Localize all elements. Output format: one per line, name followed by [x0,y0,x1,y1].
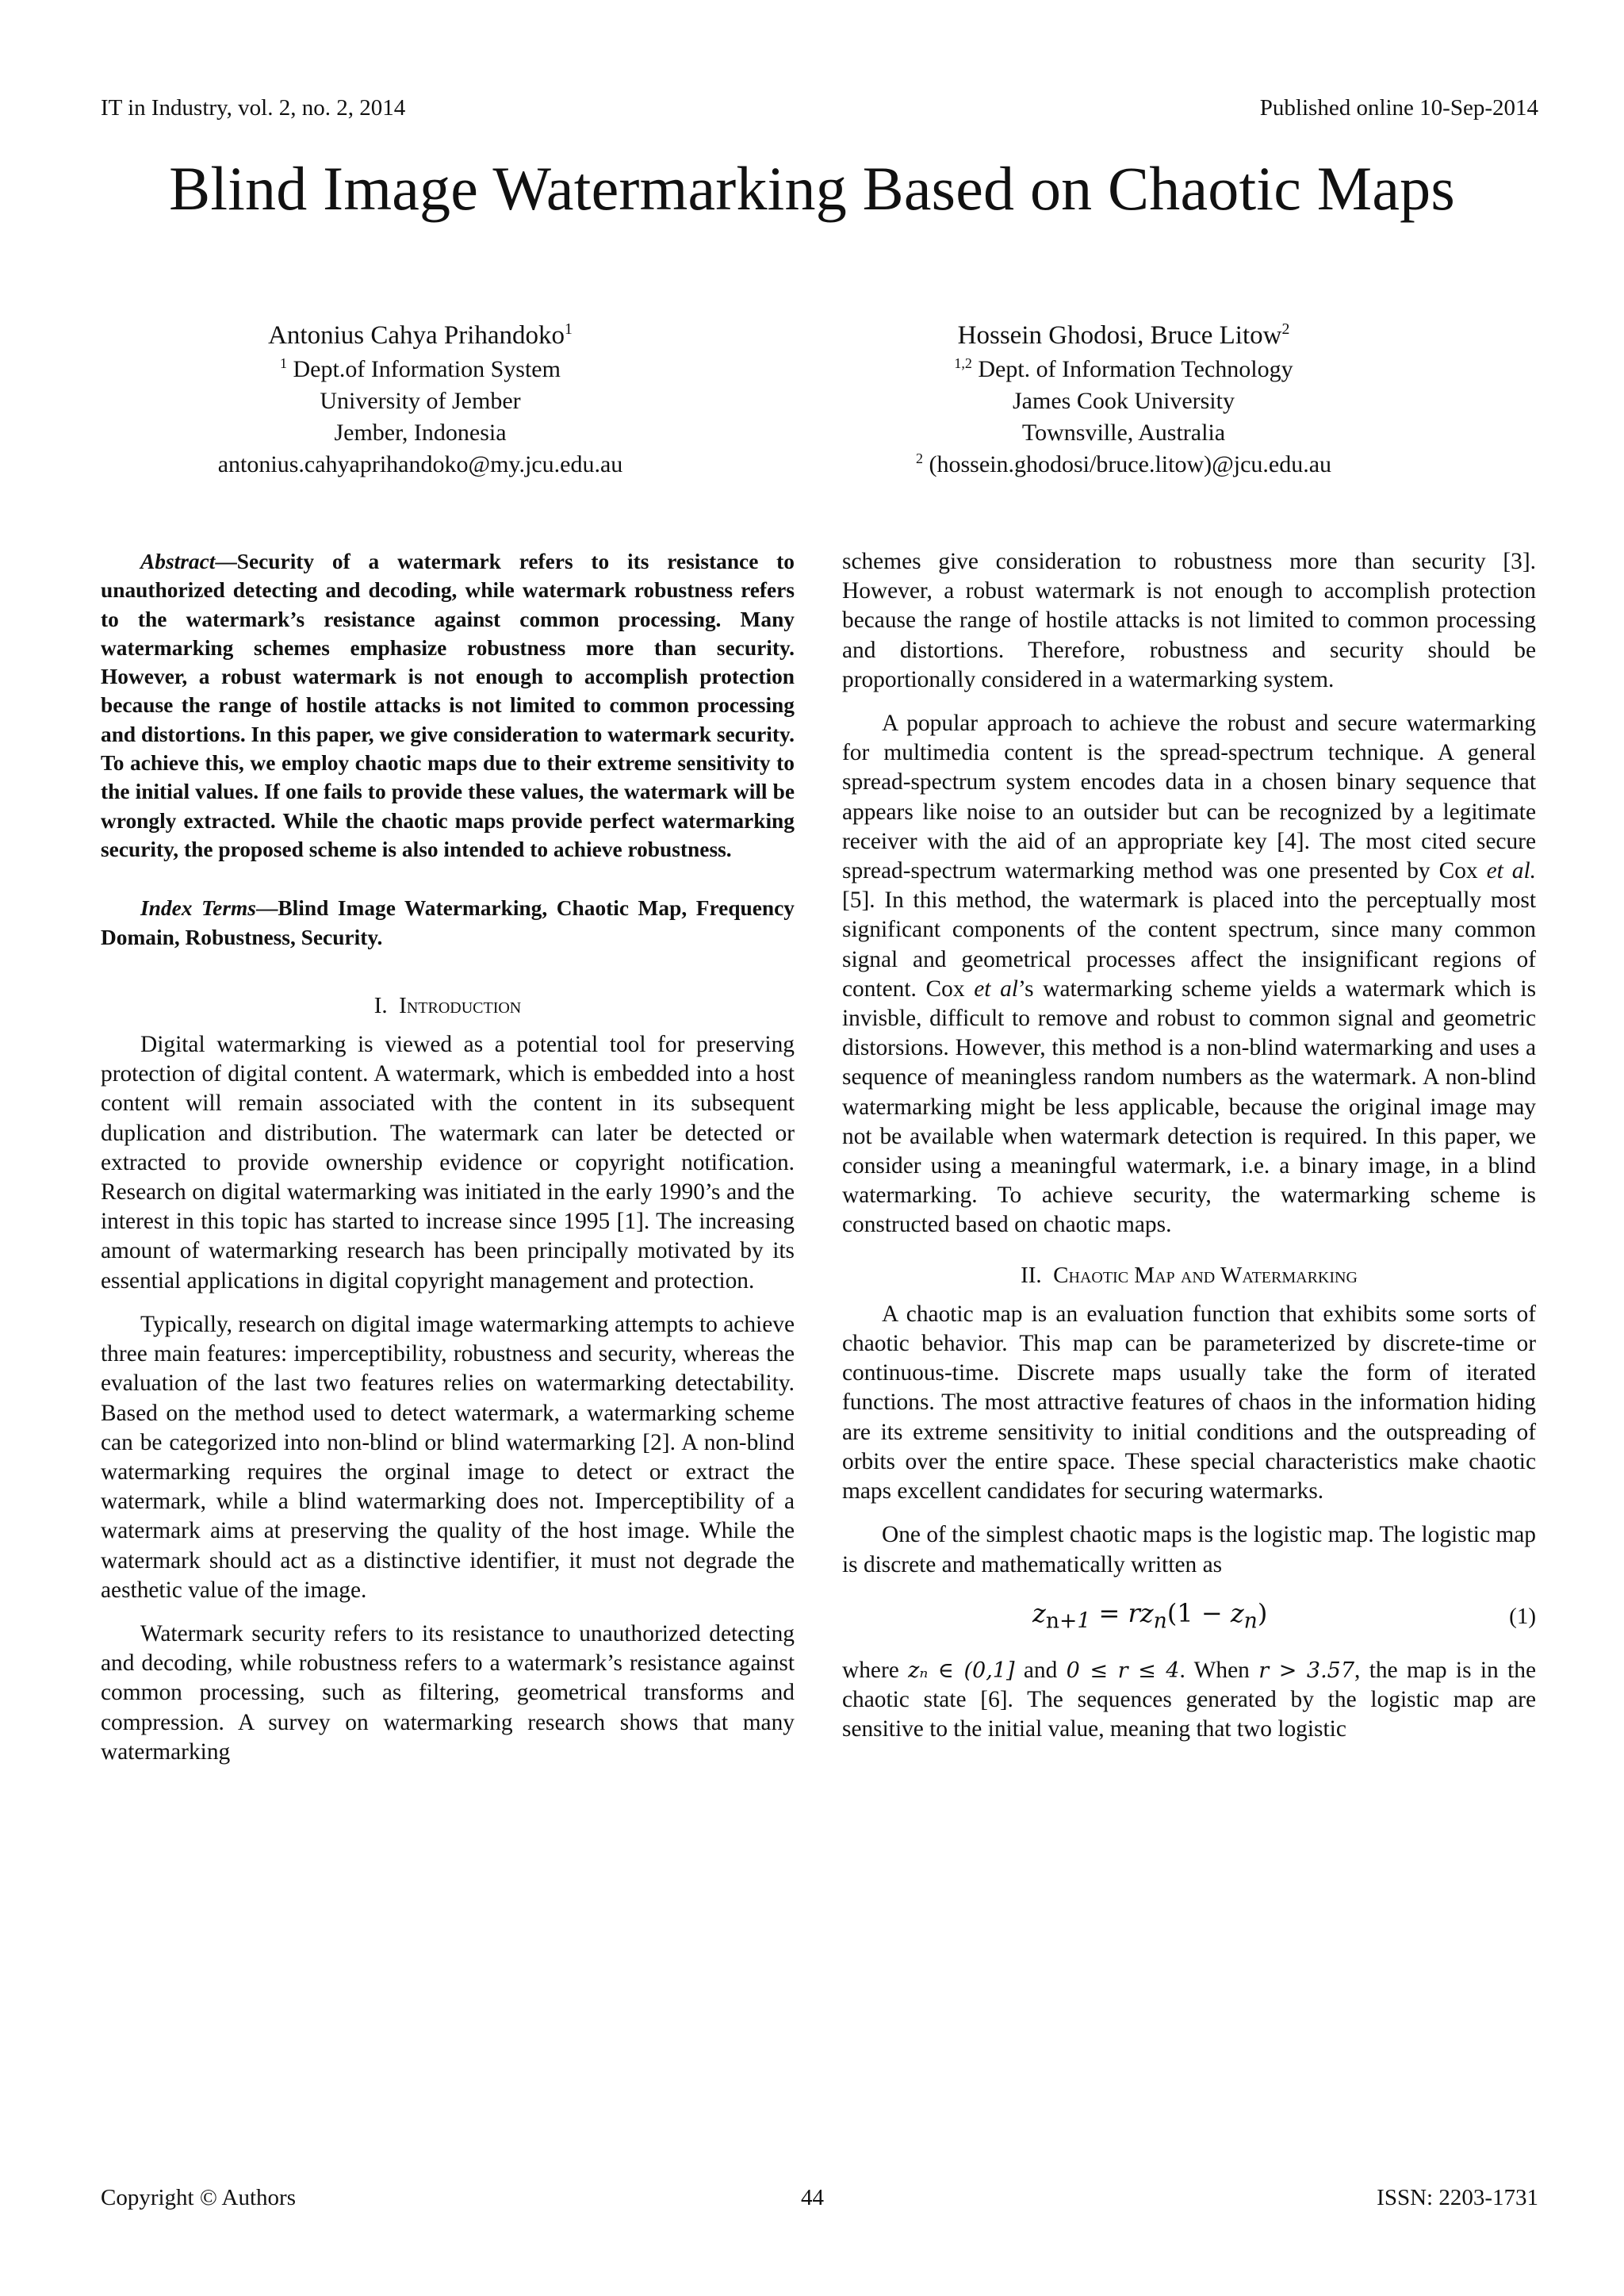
paragraph: One of the simplest chaotic maps is the logistic map. The logistic map is discrete and mathematically written as [842,1522,1536,1577]
author-name: Hossein Ghodosi, Bruce Litow$^2$ [957,320,1290,350]
author-location: Townsville, Australia [1021,420,1226,446]
paragraph: where zₙ ∈ (0,1] and 0 ≤ r ≤ 4. When r > 3.57, the map is in the chaotic state [6]. The sequences generated by the logistic map are sensitive to the initial value, meaning that two logistic [842,1657,1537,1742]
paragraph: A popular approach to achieve the robust and secure watermarking for multimedia content is the spread-spectrum technique. A general spread-spectrum system encodes data in a chosen binary sequence that appears like noise to an outsider but can be recognized by a legitimate receiver with the aid of an appropriate key [4]. The most cited secure spread-spectrum watermarking method was one presented by Cox et al. [5]. In this method, the watermark is placed into the perceptually most significant components of the content spectrum, since many common signal and geometrical processes affect the insignificant regions of content. Cox et al’s watermarking scheme yields a watermark which is invisble, difficult to remove and robust to common signal and geometric distorsions. However, this method is a non-blind watermarking and uses a sequence of meaningless random numbers as the watermark. A non-blind watermarking might be less applicable, because the original image may not be available when watermark detection is required. In this paper, we consider using a meaningful watermark, i.e. a binary image, in a blind watermarking. To achieve security, the watermarking scheme is constructed based on chaotic maps. [842,711,1537,1238]
paragraph: A chaotic map is an evaluation function that exhibits some sorts of chaotic behavior. This map can be parameterized by discrete-time or continuous-time. Discrete maps usually take the form of iterated functions. The most attractive features of chaos in the information hiding are its extreme sensitivity to initial conditions and the outspreading of orbits over the entire space. These special characteristics make chaotic maps excellent candidates for securing watermarks. [842,1301,1536,1504]
author-location: Jember, Indonesia [334,420,507,446]
paragraph: Watermark security refers to its resistance to unauthorized detecting and decoding, while robustness refers to a watermark’s resistance against common processing, such as filtering, geometrical transforms and compression. A survey on watermarking research shows that many watermarking [101,1620,795,1765]
copyright-notice: Copyright © Authors [101,2185,296,2210]
logistic-map-equation [842,1591,1536,1642]
section-heading-chaotic-map: II. Chaotic Map and Watermarking [1021,1262,1358,1288]
paragraph: Digital watermarking is viewed as a potential tool for preserving protection of digital content. A watermark, which is embedded into a host content will remain associated with the content in its subsequent duplication and distribution. The watermark can later be detected or extracted to provide ownership evidence or copyright notification. Research on digital watermarking was initiated in the early 1990’s and the interest in this topic has started to increase since 1995 [1]. The increasing amount of watermarking research has been principally motivated by its essential applications in digital copyright management and protection. [101,1032,795,1294]
paragraph: schemes give consideration to robustness more than security [3]. However, a robust watermark is not enough to accomplish protection because the range of hostile attacks is not limited to common processing and distortions. Therefore, robustness and security should be proportionally considered in a watermarking system. [842,549,1536,692]
author-email: $^2$ (hossein.ghodosi/bruce.litow)@jcu.edu.au [915,450,1332,477]
author-email: antonius.cahyaprihandoko@my.jcu.edu.au [217,451,623,477]
author-university: James Cook University [1013,388,1235,414]
equation-number: (1) [1509,1603,1536,1629]
paragraph: Typically, research on digital image watermarking attempts to achieve three main features: imperceptibility, robustness and security, whereas the evaluation of the last two features relies on watermarking detectability. Based on the method used to detect watermark, a watermarking scheme can be categorized into non-blind or blind watermarking [2]. A non-blind watermarking requires the orginal image to detect or extract the watermark, while a blind watermarking does not. Imperceptibility of a watermark aims at preserving the quality of the host image. While the watermark should act as a distinctive identifier, it must not degrade the aesthetic value of the image. [101,1311,795,1603]
author-university: University of Jember [320,388,521,414]
paper-title: Blind Image Watermarking Based on Chaotic Maps [169,154,1455,223]
left-column [101,547,795,1781]
author-block-1 [119,317,722,481]
author-department: $^{1,2}$ Dept. of Information Technology [954,355,1293,382]
equation-expression: $z_{n+1} = rz_n(1 - z_n)$ [1032,1597,1268,1634]
issn: ISSN: 2203-1731 [1377,2185,1538,2210]
journal-info: IT in Industry, vol. 2, no. 2, 2014 [101,95,406,121]
author-department: $^1$ Dept.of Information System [280,355,561,382]
index-terms: Index Terms—Blind Image Watermarking, Chaotic Map, Frequency Domain, Robustness, Security. [101,896,795,949]
abstract: Abstract—Security of a watermark refers to its resistance to unauthorized detecting and decoding, while watermark robustness refers to the watermark’s resistance against common processing. Many watermarking schemes emphasize robustness more than security. However, a robust watermark is not enough to accomplish protection because the range of hostile attacks is not limited to common processing and distortions. In this paper, we give consideration to watermark security. To achieve this, we employ chaotic maps due to their extreme sensitivity to the initial values. If one fails to provide these values, the watermark will be wrongly extracted. While the chaotic maps provide perfect watermarking security, the proposed scheme is also intended to achieve robustness. [101,550,795,861]
page-number: 44 [801,2185,824,2210]
author-block-2 [822,317,1425,481]
section-heading-introduction: I. Introduction [373,992,522,1018]
publication-date: Published online 10-Sep-2014 [1259,95,1538,121]
author-name: Antonius Cahya Prihandoko$^1$ [268,320,573,350]
right-column [842,547,1536,1758]
